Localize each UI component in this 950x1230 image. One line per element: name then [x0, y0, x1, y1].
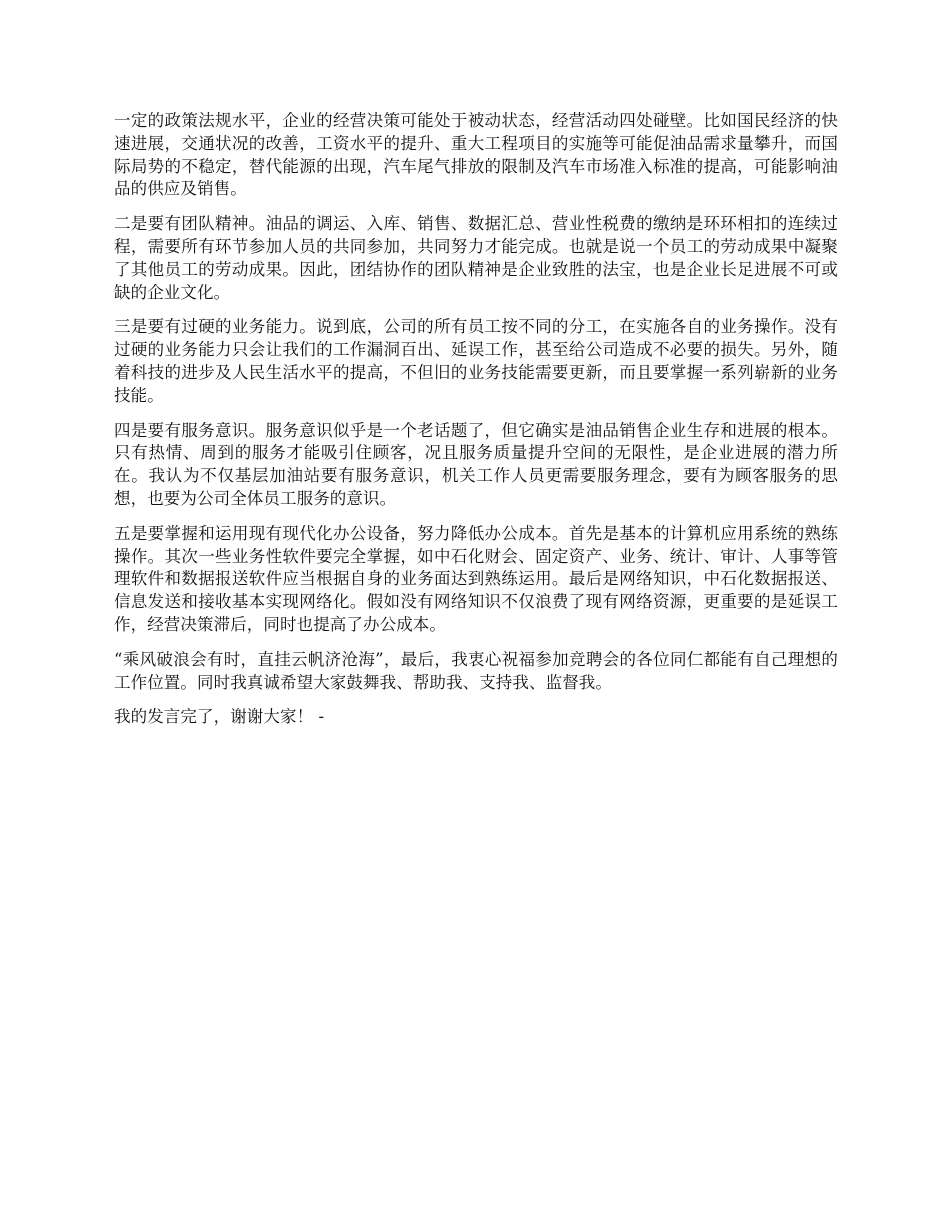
paragraph-service-awareness: 四是要有服务意识。服务意识似乎是一个老话题了，但它确实是油品销售企业生存和进展的根本。只有热情、周到的服务才能吸引住顾客，况且服务质量提升空间的无限性，是企业进展的潜力所在。我认为不仅基层加油站要有服务意识，机关工作人员更需要服务理念，要有为顾客服务的思想，也要为公司全体员工服务的意识。: [114, 420, 838, 508]
paragraph-intro-continued: 一定的政策法规水平，企业的经营决策可能处于被动状态，经营活动四处碰壁。比如国民经济的快速进展，交通状况的改善，工资水平的提升、重大工程项目的实施等可能促油品需求量攀升，而国际局势的不稳定，替代能源的出现，汽车尾气排放的限制及汽车市场准入标准的提高，可能影响油品的供应及销售。: [114, 111, 838, 199]
paragraph-closing-wishes: “乘风破浪会有时，直挂云帆济沧海”，最后，我衷心祝福参加竞聘会的各位同仁都能有自己理想的工作位置。同时我真诚希望大家鼓舞我、帮助我、支持我、监督我。: [114, 649, 838, 692]
paragraph-office-equipment: 五是要掌握和运用现有现代化办公设备，努力降低办公成本。首先是基本的计算机应用系统的熟练操作。其次一些业务性软件要完全掌握，如中石化财会、固定资产、业务、统计、审计、人事等管理软件和数据报送软件应当根据自身的业务面达到熟练运用。最后是网络知识，中石化数据报送、信息发送和接收基本实现网络化。假如没有网络知识不仅浪费了现有网络资源，更重要的是延误工作，经营决策滞后，同时也提高了办公成本。: [114, 523, 838, 634]
paragraph-team-spirit: 二是要有团队精神。油品的调运、入库、销售、数据汇总、营业性税费的缴纳是环环相扣的连续过程，需要所有环节参加人员的共同参加，共同努力才能完成。也就是说一个员工的劳动成果中凝聚了其他员工的劳动成果。因此，团结协作的团队精神是企业致胜的法宝，也是企业长足进展不可或缺的企业文化。: [114, 214, 838, 302]
paragraph-business-ability: 三是要有过硬的业务能力。说到底，公司的所有员工按不同的分工，在实施各自的业务操作。没有过硬的业务能力只会让我们的工作漏洞百出、延误工作，甚至给公司造成不必要的损失。另外，随着科技的进步及人民生活水平的提高，不但旧的业务技能需要更新，而且要掌握一系列崭新的业务技能。: [114, 317, 838, 405]
paragraph-thanks: 我的发言完了，谢谢大家！ -: [114, 707, 325, 727]
document-body: [114, 110, 838, 729]
